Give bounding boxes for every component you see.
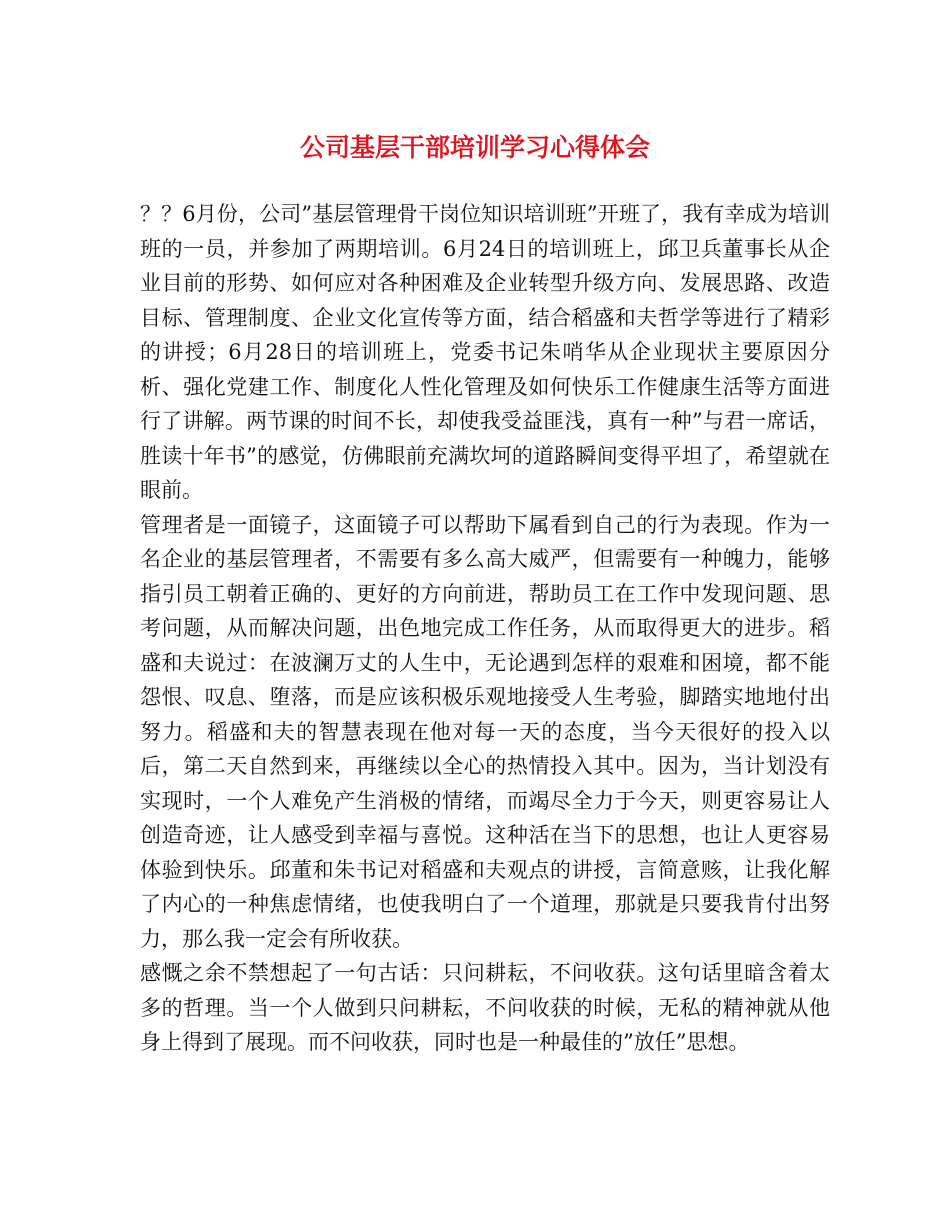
paragraph-3: 感慨之余不禁想起了一句古话：只问耕耘，不问收获。这句话里暗含着太多的哲理。当一个人做到只问耕耘，不问收获的时候，无私的精神就从他身上得到了展现。而不问收获，同时也是一种最佳的”放任”思想。 xyxy=(140,961,830,1054)
document-body xyxy=(140,197,830,1060)
paragraph-2: 管理者是一面镜子，这面镜子可以帮助下属看到自己的行为表现。作为一名企业的基层管理者，不需要有多么高大威严，但需要有一种魄力，能够指引员工朝着正确的、更好的方向前进，帮助员工在工作中发现问题、思考问题，从而解决问题，出色地完成工作任务，从而取得更大的进步。稻盛和夫说过：在波澜万丈的人生中，无论遇到怎样的艰难和困境，都不能怨恨、叹息、堕落，而是应该积极乐观地接受人生考验，脚踏实地地付出努力。稻盛和夫的智慧表现在他对每一天的态度，当今天很好的投入以后，第二天自然到来，再继续以全心的热情投入其中。因为，当计划没有实现时，一个人难免产生消极的情绪，而竭尽全力于今天，则更容易让人创造奇迹，让人感受到幸福与喜悦。这种活在当下的思想，也让人更容易体验到快乐。邱董和朱书记对稻盛和夫观点的讲授，言简意赅，让我化解了内心的一种焦虑情绪，也使我明白了一个道理，那就是只要我肯付出努力，那么我一定会有所收获。 xyxy=(140,512,830,951)
document-title: 公司基层干部培训学习心得体会 xyxy=(299,133,650,162)
paragraph-1: ？？6月份，公司”基层管理骨干岗位知识培训班”开班了，我有幸成为培训班的一员，并参加了两期培训。6月24日的培训班上，邱卫兵董事长从企业目前的形势、如何应对各种困难及企业转型升级方向、发展思路、改造目标、管理制度、企业文化宣传等方面，结合稻盛和夫哲学等进行了精彩的讲授；6月28日的培训班上，党委书记朱哨华从企业现状主要原因分析、强化党建工作、制度化人性化管理及如何快乐工作健康生活等方面进行了讲解。两节课的时间不长，却使我受益匪浅，真有一种”与君一席话，胜读十年书”的感觉，仿佛眼前充满坎坷的道路瞬间变得平坦了，希望就在眼前。 xyxy=(140,202,830,502)
